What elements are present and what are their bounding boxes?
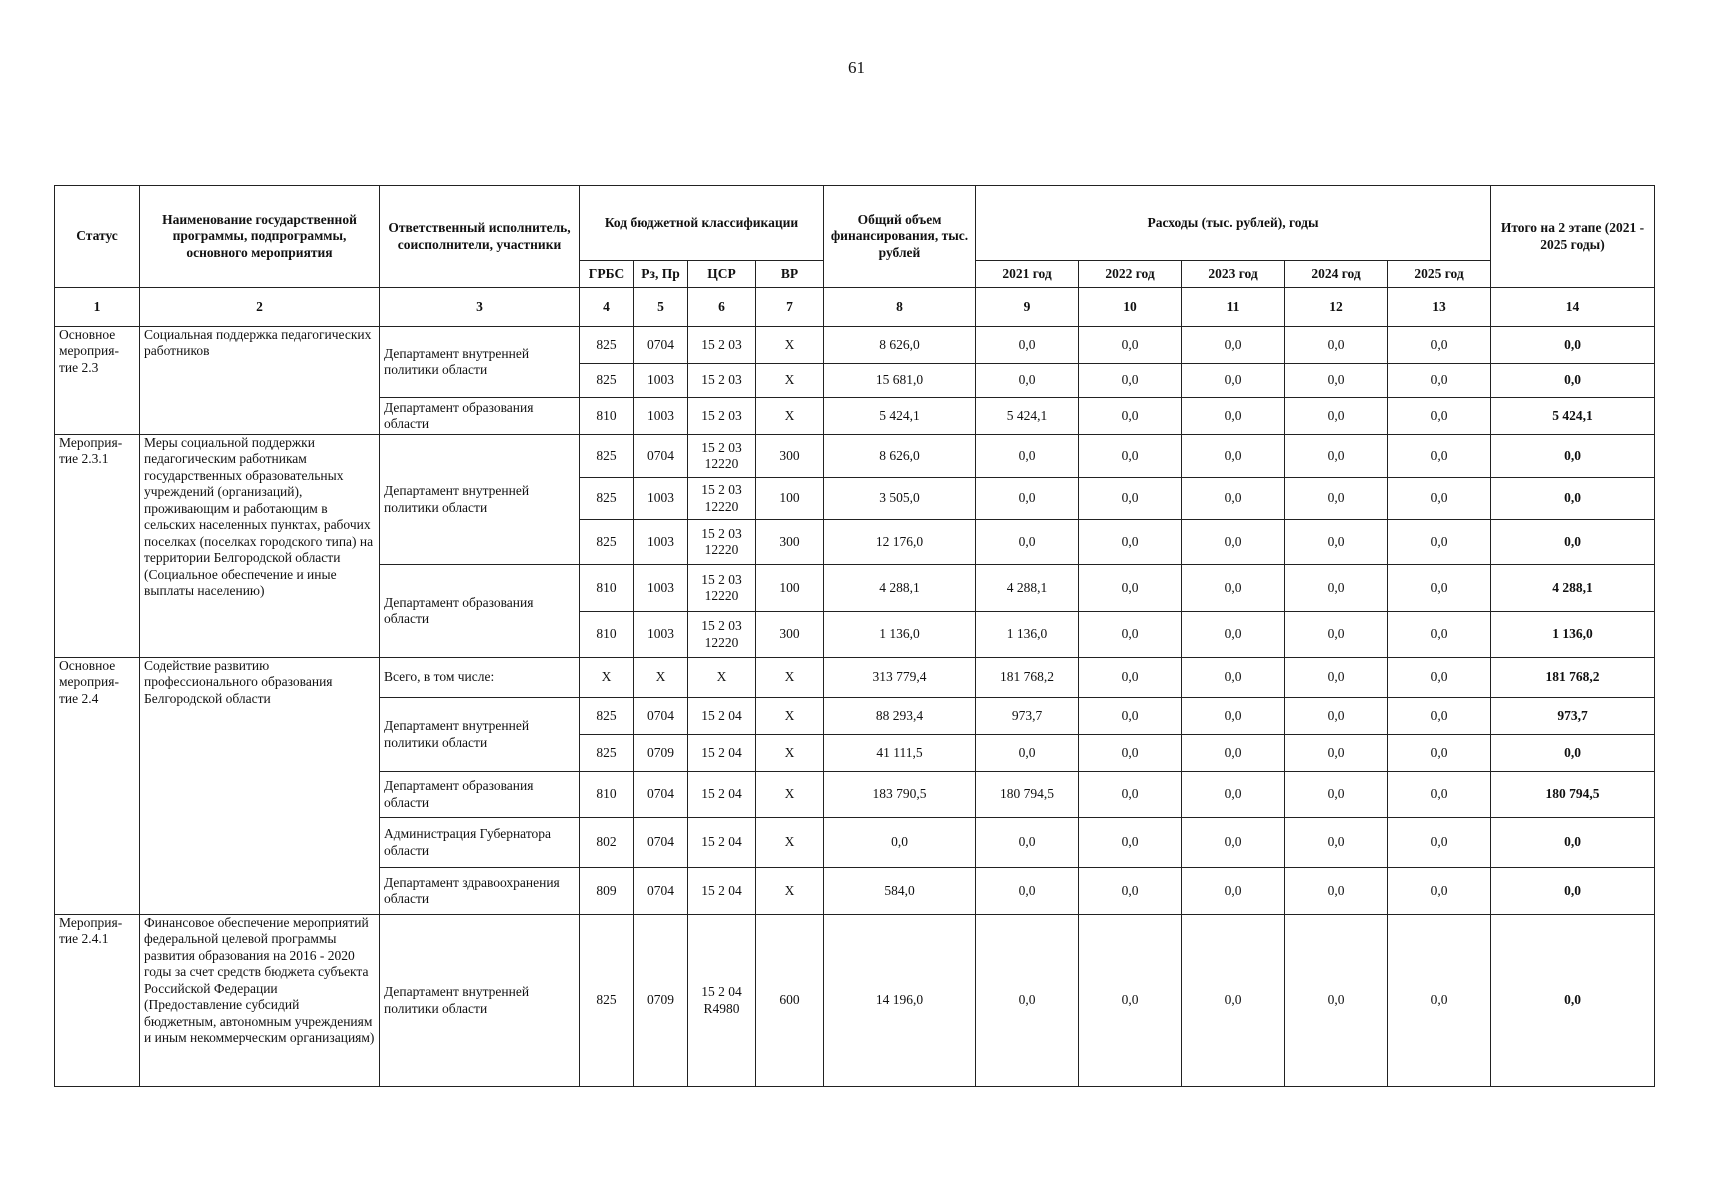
cell-total-volume: 183 790,5 bbox=[824, 772, 976, 818]
cell-2021: 0,0 bbox=[976, 915, 1079, 1087]
cell-2024: 0,0 bbox=[1285, 398, 1388, 435]
cell-rzpr: 1003 bbox=[634, 612, 688, 658]
row-executor: Администрация Губернатора области bbox=[380, 818, 580, 868]
cell-vr: Х bbox=[756, 772, 824, 818]
cell-rzpr: 0704 bbox=[634, 772, 688, 818]
cell-2022: 0,0 bbox=[1079, 565, 1182, 612]
cell-2025: 0,0 bbox=[1388, 398, 1491, 435]
cell-2023: 0,0 bbox=[1182, 818, 1285, 868]
cell-rzpr: 1003 bbox=[634, 398, 688, 435]
cell-total-volume: 8 626,0 bbox=[824, 327, 976, 364]
cell-2023: 0,0 bbox=[1182, 398, 1285, 435]
cell-total-volume: 584,0 bbox=[824, 868, 976, 915]
cell-total-volume: 41 111,5 bbox=[824, 735, 976, 772]
header-budget-code: Код бюджетной классификации bbox=[580, 186, 824, 261]
cell-2021: 0,0 bbox=[976, 478, 1079, 520]
csr-line: R4980 bbox=[703, 1000, 740, 1016]
row-measure-name: Социальная поддержка педагогических работников bbox=[140, 327, 380, 435]
cell-grbs: 810 bbox=[580, 772, 634, 818]
cell-csr bbox=[688, 398, 756, 435]
cell-total-volume: 15 681,0 bbox=[824, 364, 976, 398]
cell-total-volume: 8 626,0 bbox=[824, 435, 976, 478]
csr-line: 15 2 03 bbox=[701, 525, 742, 541]
cell-stage-total: 973,7 bbox=[1491, 698, 1655, 735]
cell-2025: 0,0 bbox=[1388, 435, 1491, 478]
csr-line: 15 2 03 bbox=[701, 482, 742, 498]
cell-csr bbox=[688, 478, 756, 520]
cell-vr: Х bbox=[756, 398, 824, 435]
cell-2022: 0,0 bbox=[1079, 772, 1182, 818]
table-row bbox=[55, 327, 1655, 364]
cell-total-volume: 5 424,1 bbox=[824, 398, 976, 435]
cell-rzpr: 0704 bbox=[634, 327, 688, 364]
cell-2024: 0,0 bbox=[1285, 520, 1388, 565]
cell-2022: 0,0 bbox=[1079, 868, 1182, 915]
cell-2024: 0,0 bbox=[1285, 364, 1388, 398]
cell-2021: 0,0 bbox=[976, 735, 1079, 772]
column-numbers-row bbox=[55, 288, 1655, 327]
cell-2021: 181 768,2 bbox=[976, 658, 1079, 698]
cell-grbs: Х bbox=[580, 658, 634, 698]
csr-line: Х bbox=[716, 669, 727, 685]
cell-stage-total: 180 794,5 bbox=[1491, 772, 1655, 818]
cell-stage-total: 0,0 bbox=[1491, 478, 1655, 520]
cell-vr: 600 bbox=[756, 915, 824, 1087]
column-number: 3 bbox=[380, 288, 580, 327]
header-expenses: Расходы (тыс. рублей), годы bbox=[976, 186, 1491, 261]
column-number: 8 bbox=[824, 288, 976, 327]
cell-rzpr: Х bbox=[634, 658, 688, 698]
cell-2023: 0,0 bbox=[1182, 658, 1285, 698]
row-executor: Департамент внутренней политики области bbox=[380, 698, 580, 772]
table-row bbox=[55, 658, 1655, 698]
cell-2024: 0,0 bbox=[1285, 327, 1388, 364]
cell-2025: 0,0 bbox=[1388, 478, 1491, 520]
csr-line: 15 2 04 bbox=[701, 984, 742, 1000]
row-executor: Департамент здравоохранения области bbox=[380, 868, 580, 915]
cell-rzpr: 0704 bbox=[634, 435, 688, 478]
cell-grbs: 825 bbox=[580, 735, 634, 772]
row-measure-name: Финансовое обеспечение мероприятий федеральной целевой программы развития образования на 2016 - 2020 годы за счет средств бюджета субъекта Российской Федерации (Предоставление субсидий бюджетным, автономным учреждениям и иным некоммерческим организациям) bbox=[140, 915, 380, 1087]
header-total-volume: Общий объем финансирования, тыс. рублей bbox=[824, 186, 976, 288]
column-number: 7 bbox=[756, 288, 824, 327]
cell-rzpr: 0704 bbox=[634, 698, 688, 735]
cell-rzpr: 0704 bbox=[634, 818, 688, 868]
cell-2022: 0,0 bbox=[1079, 915, 1182, 1087]
row-measure-name: Меры социальной поддержки педагогическим работникам государственных образовательных учреждений (организаций), проживающим и работающим в сельских населенных пунктах, рабочих поселках (поселках городского типа) на территории Белгородской области (Социальное обеспечение и иные выплаты населению) bbox=[140, 435, 380, 658]
cell-2024: 0,0 bbox=[1285, 735, 1388, 772]
cell-vr: 100 bbox=[756, 478, 824, 520]
cell-vr: Х bbox=[756, 735, 824, 772]
cell-2023: 0,0 bbox=[1182, 435, 1285, 478]
cell-grbs: 825 bbox=[580, 520, 634, 565]
cell-2021: 5 424,1 bbox=[976, 398, 1079, 435]
header-year-2023: 2023 год bbox=[1182, 261, 1285, 288]
cell-rzpr: 0709 bbox=[634, 735, 688, 772]
cell-2021: 1 136,0 bbox=[976, 612, 1079, 658]
cell-stage-total: 0,0 bbox=[1491, 915, 1655, 1087]
column-number: 2 bbox=[140, 288, 380, 327]
cell-2022: 0,0 bbox=[1079, 478, 1182, 520]
cell-2021: 4 288,1 bbox=[976, 565, 1079, 612]
csr-line: 15 2 03 bbox=[701, 618, 742, 634]
cell-2021: 973,7 bbox=[976, 698, 1079, 735]
row-executor: Департамент образования области bbox=[380, 772, 580, 818]
cell-2025: 0,0 bbox=[1388, 735, 1491, 772]
cell-grbs: 809 bbox=[580, 868, 634, 915]
cell-2024: 0,0 bbox=[1285, 658, 1388, 698]
cell-csr bbox=[688, 565, 756, 612]
budget-table bbox=[54, 185, 1655, 1087]
cell-2024: 0,0 bbox=[1285, 915, 1388, 1087]
cell-total-volume: 4 288,1 bbox=[824, 565, 976, 612]
cell-2024: 0,0 bbox=[1285, 435, 1388, 478]
csr-line: 15 2 04 bbox=[701, 834, 742, 850]
cell-rzpr: 1003 bbox=[634, 520, 688, 565]
cell-csr bbox=[688, 364, 756, 398]
cell-2021: 0,0 bbox=[976, 435, 1079, 478]
cell-csr bbox=[688, 658, 756, 698]
cell-stage-total: 5 424,1 bbox=[1491, 398, 1655, 435]
cell-grbs: 825 bbox=[580, 915, 634, 1087]
cell-stage-total: 181 768,2 bbox=[1491, 658, 1655, 698]
cell-2021: 180 794,5 bbox=[976, 772, 1079, 818]
row-executor: Департамент образования области bbox=[380, 565, 580, 658]
cell-grbs: 810 bbox=[580, 565, 634, 612]
cell-2025: 0,0 bbox=[1388, 772, 1491, 818]
page-number: 61 bbox=[848, 58, 865, 77]
cell-stage-total: 4 288,1 bbox=[1491, 565, 1655, 612]
cell-grbs: 810 bbox=[580, 398, 634, 435]
cell-rzpr: 0709 bbox=[634, 915, 688, 1087]
header-executor: Ответственный исполнитель, соисполнители, участники bbox=[380, 186, 580, 288]
csr-line: 15 2 03 bbox=[701, 571, 742, 587]
column-number: 10 bbox=[1079, 288, 1182, 327]
cell-2025: 0,0 bbox=[1388, 364, 1491, 398]
column-number: 1 bbox=[55, 288, 140, 327]
row-status: Мероприя-тие 2.3.1 bbox=[55, 435, 140, 658]
csr-line: 15 2 03 bbox=[701, 372, 742, 388]
cell-2022: 0,0 bbox=[1079, 364, 1182, 398]
header-rzpr: Рз, Пр bbox=[634, 261, 688, 288]
cell-grbs: 810 bbox=[580, 612, 634, 658]
column-number: 12 bbox=[1285, 288, 1388, 327]
row-executor: Департамент внутренней политики области bbox=[380, 435, 580, 565]
cell-vr: Х bbox=[756, 818, 824, 868]
header-year-2024: 2024 год bbox=[1285, 261, 1388, 288]
cell-2023: 0,0 bbox=[1182, 612, 1285, 658]
cell-vr: Х bbox=[756, 327, 824, 364]
header-year-2021: 2021 год bbox=[976, 261, 1079, 288]
cell-vr: Х bbox=[756, 364, 824, 398]
row-status: Основное мероприя-тие 2.3 bbox=[55, 327, 140, 435]
cell-2025: 0,0 bbox=[1388, 915, 1491, 1087]
cell-2025: 0,0 bbox=[1388, 818, 1491, 868]
cell-csr bbox=[688, 818, 756, 868]
cell-2022: 0,0 bbox=[1079, 818, 1182, 868]
column-number: 14 bbox=[1491, 288, 1655, 327]
cell-total-volume: 313 779,4 bbox=[824, 658, 976, 698]
cell-vr: 300 bbox=[756, 435, 824, 478]
header-name: Наименование государственной программы, подпрограммы, основного мероприятия bbox=[140, 186, 380, 288]
cell-vr: 300 bbox=[756, 612, 824, 658]
cell-2025: 0,0 bbox=[1388, 612, 1491, 658]
cell-grbs: 802 bbox=[580, 818, 634, 868]
cell-2022: 0,0 bbox=[1079, 612, 1182, 658]
cell-grbs: 825 bbox=[580, 698, 634, 735]
cell-2023: 0,0 bbox=[1182, 735, 1285, 772]
cell-2022: 0,0 bbox=[1079, 735, 1182, 772]
row-status: Основное мероприя-тие 2.4 bbox=[55, 658, 140, 915]
cell-total-volume: 88 293,4 bbox=[824, 698, 976, 735]
cell-vr: 100 bbox=[756, 565, 824, 612]
cell-total-volume: 14 196,0 bbox=[824, 915, 976, 1087]
cell-grbs: 825 bbox=[580, 435, 634, 478]
cell-stage-total: 0,0 bbox=[1491, 818, 1655, 868]
cell-csr bbox=[688, 915, 756, 1087]
cell-2025: 0,0 bbox=[1388, 520, 1491, 565]
cell-2023: 0,0 bbox=[1182, 520, 1285, 565]
cell-2022: 0,0 bbox=[1079, 520, 1182, 565]
table-header bbox=[55, 186, 1655, 327]
cell-2025: 0,0 bbox=[1388, 658, 1491, 698]
cell-2025: 0,0 bbox=[1388, 698, 1491, 735]
csr-line: 12220 bbox=[704, 634, 739, 650]
cell-csr bbox=[688, 698, 756, 735]
csr-line: 15 2 04 bbox=[701, 744, 742, 760]
row-executor: Департамент внутренней политики области bbox=[380, 327, 580, 398]
cell-total-volume: 12 176,0 bbox=[824, 520, 976, 565]
cell-csr bbox=[688, 868, 756, 915]
cell-2022: 0,0 bbox=[1079, 435, 1182, 478]
column-number: 13 bbox=[1388, 288, 1491, 327]
cell-grbs: 825 bbox=[580, 364, 634, 398]
cell-stage-total: 0,0 bbox=[1491, 520, 1655, 565]
table-row bbox=[55, 915, 1655, 1087]
cell-2024: 0,0 bbox=[1285, 868, 1388, 915]
cell-2024: 0,0 bbox=[1285, 612, 1388, 658]
csr-line: 12220 bbox=[704, 588, 739, 603]
csr-line: 12220 bbox=[704, 498, 739, 514]
cell-rzpr: 1003 bbox=[634, 478, 688, 520]
cell-2023: 0,0 bbox=[1182, 478, 1285, 520]
cell-2023: 0,0 bbox=[1182, 772, 1285, 818]
cell-stage-total: 0,0 bbox=[1491, 364, 1655, 398]
column-number: 6 bbox=[688, 288, 756, 327]
cell-vr: Х bbox=[756, 698, 824, 735]
column-number: 11 bbox=[1182, 288, 1285, 327]
row-executor: Департамент внутренней политики области bbox=[380, 915, 580, 1087]
cell-total-volume: 3 505,0 bbox=[824, 478, 976, 520]
cell-2024: 0,0 bbox=[1285, 478, 1388, 520]
cell-total-volume: 0,0 bbox=[824, 818, 976, 868]
cell-2024: 0,0 bbox=[1285, 772, 1388, 818]
cell-2025: 0,0 bbox=[1388, 327, 1491, 364]
cell-2021: 0,0 bbox=[976, 364, 1079, 398]
cell-2024: 0,0 bbox=[1285, 698, 1388, 735]
row-executor: Департамент образования области bbox=[380, 398, 580, 435]
csr-line: 12220 bbox=[704, 542, 739, 557]
csr-line: 15 2 03 bbox=[701, 407, 742, 423]
cell-vr: 300 bbox=[756, 520, 824, 565]
cell-total-volume: 1 136,0 bbox=[824, 612, 976, 658]
cell-csr bbox=[688, 735, 756, 772]
cell-csr bbox=[688, 520, 756, 565]
cell-2024: 0,0 bbox=[1285, 818, 1388, 868]
cell-2023: 0,0 bbox=[1182, 364, 1285, 398]
cell-2023: 0,0 bbox=[1182, 868, 1285, 915]
cell-2024: 0,0 bbox=[1285, 565, 1388, 612]
column-number: 5 bbox=[634, 288, 688, 327]
cell-stage-total: 0,0 bbox=[1491, 868, 1655, 915]
cell-grbs: 825 bbox=[580, 327, 634, 364]
cell-2025: 0,0 bbox=[1388, 868, 1491, 915]
cell-rzpr: 0704 bbox=[634, 868, 688, 915]
header-csr: ЦСР bbox=[688, 261, 756, 288]
csr-line: 15 2 04 bbox=[701, 707, 742, 723]
table-body bbox=[55, 327, 1655, 1087]
column-number: 4 bbox=[580, 288, 634, 327]
csr-line: 12220 bbox=[704, 456, 739, 471]
column-number: 9 bbox=[976, 288, 1079, 327]
header-year-2025: 2025 год bbox=[1388, 261, 1491, 288]
cell-2022: 0,0 bbox=[1079, 398, 1182, 435]
cell-2021: 0,0 bbox=[976, 520, 1079, 565]
cell-grbs: 825 bbox=[580, 478, 634, 520]
header-vr: ВР bbox=[756, 261, 824, 288]
cell-2022: 0,0 bbox=[1079, 327, 1182, 364]
csr-line: 15 2 03 bbox=[701, 336, 742, 352]
cell-csr bbox=[688, 612, 756, 658]
csr-line: 15 2 04 bbox=[701, 882, 742, 898]
cell-2022: 0,0 bbox=[1079, 658, 1182, 698]
cell-csr bbox=[688, 327, 756, 364]
cell-csr bbox=[688, 772, 756, 818]
cell-stage-total: 0,0 bbox=[1491, 327, 1655, 364]
header-status: Статус bbox=[55, 186, 140, 288]
cell-stage-total: 0,0 bbox=[1491, 735, 1655, 772]
row-measure-name: Содействие развитию профессионального образования Белгородской области bbox=[140, 658, 380, 915]
cell-rzpr: 1003 bbox=[634, 565, 688, 612]
cell-stage-total: 0,0 bbox=[1491, 435, 1655, 478]
cell-2021: 0,0 bbox=[976, 868, 1079, 915]
csr-line: 15 2 03 bbox=[701, 439, 742, 455]
cell-csr bbox=[688, 435, 756, 478]
csr-line: 15 2 04 bbox=[701, 786, 742, 802]
cell-2023: 0,0 bbox=[1182, 565, 1285, 612]
cell-2021: 0,0 bbox=[976, 818, 1079, 868]
header-grbs: ГРБС bbox=[580, 261, 634, 288]
cell-2023: 0,0 bbox=[1182, 698, 1285, 735]
cell-vr: Х bbox=[756, 658, 824, 698]
row-status: Мероприя-тие 2.4.1 bbox=[55, 915, 140, 1087]
cell-2025: 0,0 bbox=[1388, 565, 1491, 612]
header-year-2022: 2022 год bbox=[1079, 261, 1182, 288]
cell-2021: 0,0 bbox=[976, 327, 1079, 364]
header-stage-total: Итого на 2 этапе (2021 - 2025 годы) bbox=[1491, 186, 1655, 288]
cell-vr: Х bbox=[756, 868, 824, 915]
cell-2023: 0,0 bbox=[1182, 327, 1285, 364]
cell-2023: 0,0 bbox=[1182, 915, 1285, 1087]
cell-stage-total: 1 136,0 bbox=[1491, 612, 1655, 658]
cell-2022: 0,0 bbox=[1079, 698, 1182, 735]
cell-rzpr: 1003 bbox=[634, 364, 688, 398]
row-executor: Всего, в том числе: bbox=[380, 658, 580, 698]
table-row bbox=[55, 435, 1655, 478]
